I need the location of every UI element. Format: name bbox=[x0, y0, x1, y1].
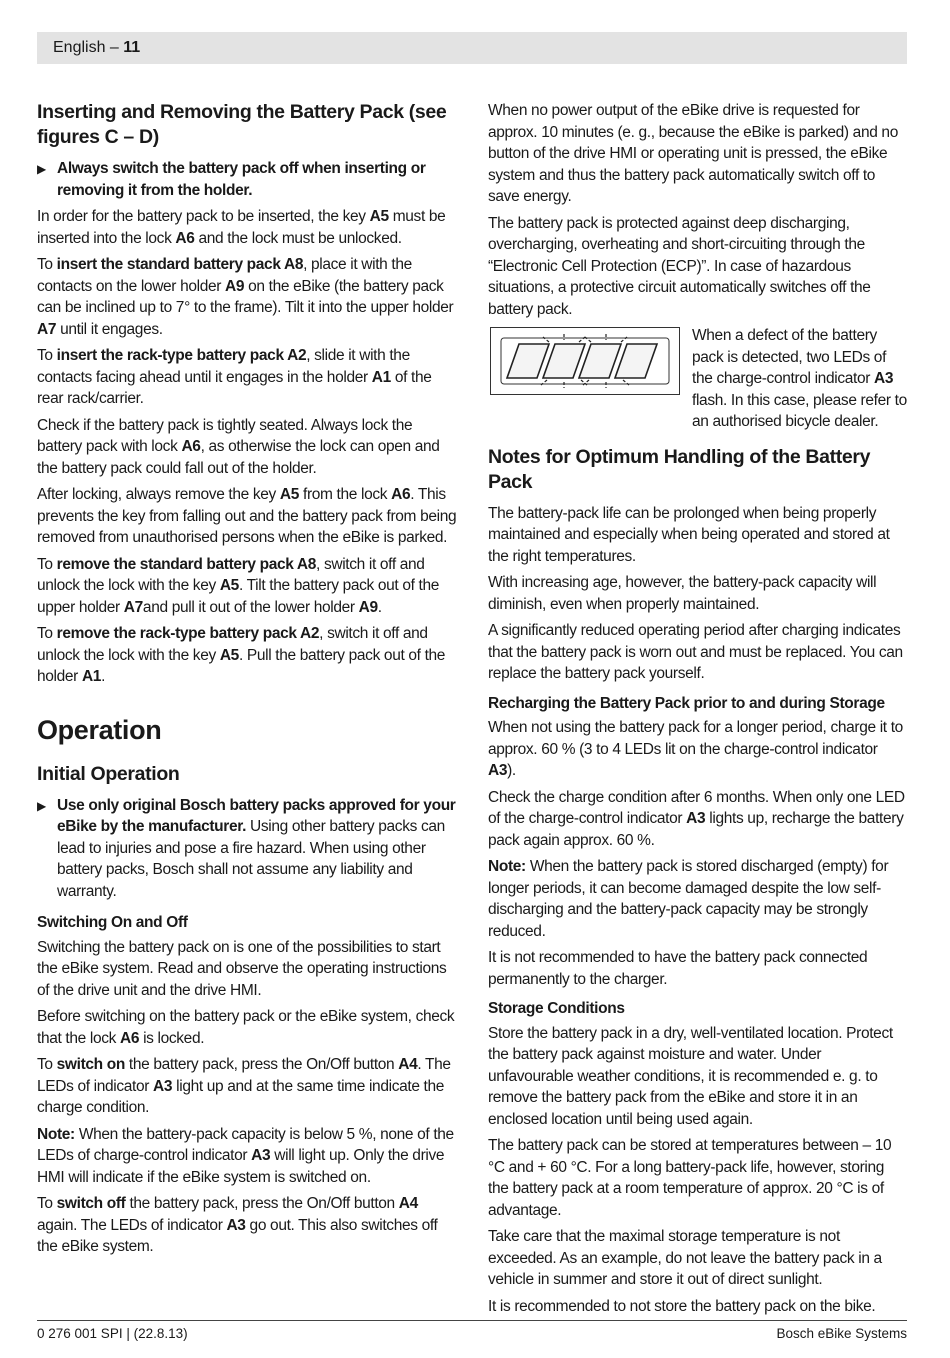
paragraph-age: With increasing age, however, the battery-pack capacity will diminish, even when properly maintained. bbox=[488, 574, 877, 613]
triangle-bullet-icon: ▶ bbox=[37, 798, 46, 813]
page-header bbox=[37, 32, 907, 64]
paragraph-insert-standard: To insert the standard battery pack A8, place it with the contacts on the lower holder A9 on the eBike (the battery pack can be inclined up to 7° to the frame). Tilt it into the upper holder A7 until it engages. bbox=[37, 256, 454, 338]
heading-operation: Operation bbox=[37, 714, 162, 745]
paragraph-remove-rack: To remove the rack-type battery pack A2, switch it off and unlock the lock with the key A5. Pull the battery pack out of the holder A1. bbox=[37, 625, 446, 685]
paragraph-not-recommended: It is not recommended to have the battery pack connected permanently to the charger. bbox=[488, 949, 868, 988]
paragraph-check-6-months: Check the charge condition after 6 months. When only one LED of the charge-control indicator A3 lights up, recharge the battery pack again approx. 60 %. bbox=[488, 788, 905, 849]
paragraph-life: The battery-pack life can be prolonged when being properly maintained and especially when being operated and stored at the right temperatures. bbox=[488, 504, 890, 565]
heading-initial-operation: Initial Operation bbox=[37, 762, 180, 785]
paragraph-reduced: A significantly reduced operating period after charging indicates that the battery pack is worn out and must be replaced. You can replace the battery pack yourself. bbox=[488, 622, 903, 682]
warning-original-packs: ▶ Use only original Bosch battery packs approved for your eBike by the manufacturer. Using other battery packs can lead to injuries and pose a fire hazard. When using other battery packs, Bosch shall not assume any liability and warranty. bbox=[37, 796, 456, 900]
footer-doc-id: 0 276 001 SPI | (22.8.13) bbox=[37, 1326, 188, 1341]
paragraph-check-seated: Check if the battery pack is tightly seated. Always lock the battery pack with lock A6, as otherwise the lock can open and the battery pack could fall out of the holder. bbox=[37, 416, 440, 477]
heading-switching: Switching On and Off bbox=[37, 914, 188, 931]
right-column bbox=[488, 100, 908, 1322]
header-separator: – bbox=[105, 39, 124, 56]
paragraph-remove-standard: To remove the standard battery pack A8, switch it off and unlock the lock with the key A5. Tilt the battery pack out of the upper holder A7and pull it out of the lower holder A9. bbox=[37, 555, 440, 616]
paragraph-defect: When a defect of the battery pack is detected, two LEDs of the charge-control indicator A3 flash. In this case, please refer to an authorised bicycle dealer. bbox=[692, 327, 907, 430]
paragraph-temperatures: The battery pack can be stored at temperatures between – 10 °C and + 60 °C. For a long battery-pack life, however, storing the battery pack at a room temperature of approx. 20 °C is of advantage. bbox=[488, 1137, 892, 1219]
paragraph-switching: Switching the battery pack on is one of the possibilities to start the eBike system. Read and observe the operating instructions of the drive unit and the drive HMI. bbox=[37, 938, 447, 999]
heading-storage: Storage Conditions bbox=[488, 1000, 625, 1017]
paragraph-insert-rack: To insert the rack-type battery pack A2, slide it with the contacts facing ahead until it engages in the holder A1 of the rear rack/carrier. bbox=[37, 347, 432, 407]
paragraph-max-temperature: Take care that the maximal storage temperature is not exceeded. As an example, do not leave the battery pack in a vehicle in summer and store it out of direct sunlight. bbox=[488, 1228, 882, 1288]
defect-figure-row bbox=[488, 325, 908, 433]
paragraph-note-stored: Note: When the battery pack is stored discharged (empty) for longer periods, it can become damaged despite the low self-discharging and the battery-pack capacity may be strongly reduced. bbox=[488, 858, 889, 940]
paragraph-store: Store the battery pack in a dry, well-ventilated location. Protect the battery pack against moisture and water. Under unfavourable weather conditions, it is recommended e. g. to remove the battery pack from the eBike and store it in an enclosed location until being used again. bbox=[488, 1024, 893, 1128]
warning-text: Always switch the battery pack off when inserting or removing it from the holder. bbox=[57, 160, 426, 199]
paragraph-switch-off: To switch off the battery pack, press the On/Off button A4 again. The LEDs of indicator A3 go out. This also switches off the eBike system. bbox=[37, 1195, 438, 1255]
paragraph-no-power: When no power output of the eBike drive is requested for approx. 10 minutes (e. g., because the eBike is parked) and no button of the drive HMI or operating unit is pressed, the eBike system and thus the battery pack automatically switch off to save energy. bbox=[488, 102, 898, 205]
paragraph-switch-on: To switch on the battery pack, press the On/Off button A4. The LEDs of indicator A3 light up and at the same time indicate the charge condition. bbox=[37, 1056, 451, 1116]
heading-notes: Notes for Optimum Handling of the Battery Pack bbox=[488, 445, 871, 493]
footer-company: Bosch eBike Systems bbox=[776, 1326, 907, 1341]
triangle-bullet-icon: ▶ bbox=[37, 162, 46, 176]
paragraph-key: In order for the battery pack to be inserted, the key A5 must be inserted into the lock A6 and the lock must be unlocked. bbox=[37, 208, 446, 247]
paragraph-before-switching: Before switching on the battery pack or the eBike system, check that the lock A6 is locked. bbox=[37, 1008, 455, 1047]
heading-recharging: Recharging the Battery Pack prior to and during Storage bbox=[488, 694, 885, 712]
paragraph-protected: The battery pack is protected against deep discharging, overcharging, overheating and short-circuiting through the “Electronic Cell Protection (ECP)”. In case of hazardous situations, a protective circuit automatically switches off the battery pack. bbox=[488, 214, 871, 318]
paragraph-after-locking: After locking, always remove the key A5 from the lock A6. This prevents the key from falling out and the battery pack from being removed from unauthorised persons when the eBike is parked. bbox=[37, 486, 457, 546]
left-column bbox=[37, 100, 457, 1263]
led-indicator-illustration bbox=[490, 327, 680, 395]
page-footer bbox=[37, 1320, 907, 1341]
paragraph-not-on-bike: It is recommended to not store the battery pack on the bike. bbox=[488, 1297, 876, 1315]
heading-inserting-removing: Inserting and Removing the Battery Pack (see figures C – D) bbox=[37, 101, 447, 148]
paragraph-not-using: When not using the battery pack for a longer period, charge it to approx. 60 % (3 to 4 LEDs lit on the charge-control indicator A3). bbox=[488, 719, 903, 779]
page-number: 11 bbox=[123, 39, 141, 56]
warning-switch-off bbox=[37, 158, 457, 201]
header-language: English bbox=[53, 39, 106, 56]
flashing-leds-icon bbox=[491, 328, 679, 394]
paragraph-note-capacity: Note: When the battery-pack capacity is below 5 %, none of the LEDs of charge-control indicator A3 will light up. Only the drive HMI will indicate if the eBike system is switched on. bbox=[37, 1125, 454, 1186]
